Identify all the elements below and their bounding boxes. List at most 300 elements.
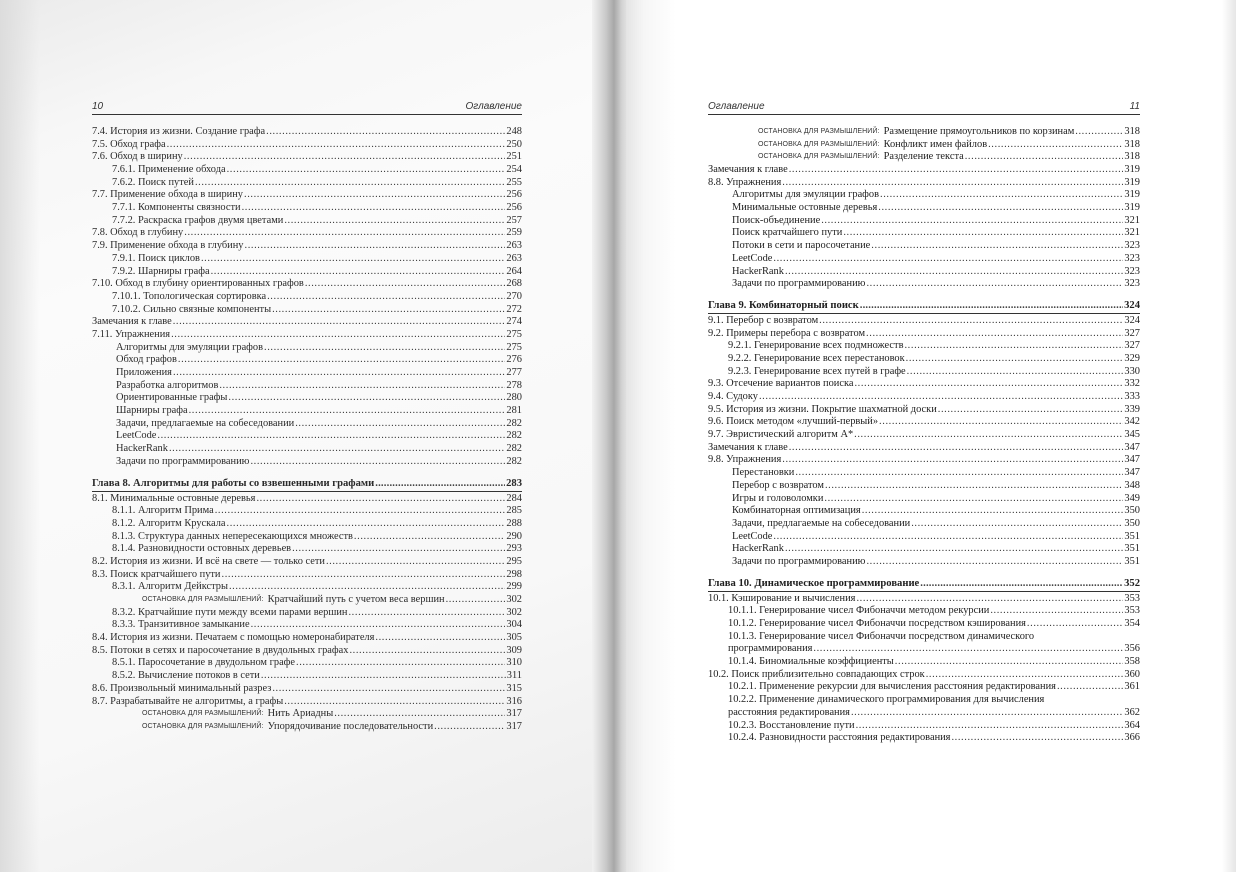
toc-entry	[92, 708, 522, 721]
toc-entry-text: LeetCode	[732, 252, 773, 264]
toc-entry	[92, 505, 522, 518]
toc-entry-text: 7.5. Обход графа	[92, 138, 166, 150]
toc-leader-dots	[795, 467, 1123, 480]
toc-entry-page: 281	[506, 405, 522, 417]
toc-entry-text: Перебор с возвратом	[732, 479, 824, 491]
toc-entry-text: 9.7. Эвристический алгоритм A*	[708, 429, 854, 441]
toc-entry-page: 323	[1124, 240, 1140, 252]
toc-leader-dots	[354, 531, 505, 544]
toc-leader-dots	[789, 164, 1124, 177]
table-of-contents	[92, 126, 522, 734]
toc-entry-page: 351	[1124, 530, 1140, 542]
toc-leader-dots	[1027, 618, 1123, 631]
page-shadow	[1222, 0, 1236, 872]
toc-entry-page: 285	[506, 505, 522, 517]
toc-entry-page: 323	[1124, 278, 1140, 290]
toc-entry-text: 8.1.3. Структура данных непересекающихся множеств	[112, 530, 353, 542]
toc-entry-text: Поиск-объединение	[732, 214, 821, 226]
toc-entry	[92, 202, 522, 215]
page-shadow	[0, 0, 40, 872]
toc-entry-text: расстояния редактирования	[728, 706, 850, 718]
toc-entry-page: 366	[1124, 732, 1140, 744]
toc-entry-page: 304	[506, 619, 522, 631]
toc-entry-text: 7.7. Применение обхода в ширину	[92, 189, 243, 201]
toc-entry	[708, 732, 1140, 745]
toc-entry-text: 10.1.1. Генерирование чисел Фибоначчи методом рекурсии	[728, 605, 990, 617]
toc-entry	[92, 139, 522, 152]
toc-leader-dots	[284, 696, 505, 709]
toc-entry-page: 288	[506, 517, 522, 529]
toc-chapter-entry	[708, 578, 1140, 592]
toc-entry-text: Нить Ариадны	[267, 708, 334, 720]
toc-leader-dots	[825, 480, 1123, 493]
toc-entry	[708, 266, 1140, 279]
toc-entry-page: 275	[506, 328, 522, 340]
toc-entry-text: Обход графов	[116, 354, 177, 366]
toc-entry-text: 7.8. Обход в глубину	[92, 227, 184, 239]
toc-leader-dots	[1057, 681, 1123, 694]
toc-leader-dots	[173, 367, 505, 380]
toc-entry-page: 298	[506, 568, 522, 580]
toc-entry-page: 282	[506, 455, 522, 467]
toc-entry-text: Задачи, предлагаемые на собеседовании	[732, 517, 911, 529]
toc-entry	[708, 340, 1140, 353]
toc-entry-text: 8.8. Упражнения	[708, 176, 782, 188]
toc-leader-dots	[821, 215, 1123, 228]
toc-chapter-entry	[92, 478, 522, 492]
toc-entry	[92, 443, 522, 456]
toc-leader-dots	[843, 227, 1123, 240]
toc-entry	[92, 632, 522, 645]
toc-entry-page: 264	[506, 265, 522, 277]
toc-leader-dots	[219, 380, 505, 393]
toc-entry	[92, 418, 522, 431]
toc-entry-page: 283	[506, 477, 522, 489]
toc-entry-page: 282	[506, 417, 522, 429]
toc-entry-page: 310	[506, 657, 522, 669]
toc-leader-dots	[267, 291, 505, 304]
right-page	[626, 0, 1236, 872]
toc-leader-dots	[251, 619, 506, 632]
toc-entry	[92, 696, 522, 709]
toc-entry-page: 316	[506, 695, 522, 707]
toc-entry	[92, 126, 522, 139]
toc-leader-dots	[272, 683, 505, 696]
toc-leader-dots	[184, 151, 506, 164]
toc-entry-text: 9.6. Поиск методом «лучший-первый»	[708, 416, 879, 428]
toc-leader-dots	[250, 456, 505, 469]
toc-entry-text: 7.9. Применение обхода в глубину	[92, 240, 244, 252]
toc-entry-page: 315	[506, 682, 522, 694]
toc-entry-page: 321	[1124, 227, 1140, 239]
toc-entry	[92, 266, 522, 279]
toc-entry-text: 8.3.2. Кратчайшие пути между всеми парами вершин	[112, 606, 348, 618]
toc-entry-text: Замечания к главе	[708, 441, 788, 453]
toc-leader-dots	[773, 531, 1123, 544]
toc-entry-page: 299	[506, 581, 522, 593]
table-of-contents	[708, 126, 1140, 745]
toc-entry	[708, 429, 1140, 442]
toc-entry-page: 263	[506, 252, 522, 264]
toc-entry-text: 10.2. Поиск приблизительно совпадающих строк	[708, 668, 925, 680]
toc-entry-page: 350	[1124, 517, 1140, 529]
toc-entry-text: Приложения	[116, 367, 172, 379]
toc-leader-dots	[446, 594, 506, 607]
toc-leader-dots	[305, 278, 506, 291]
toc-entry-text: 7.6.2. Поиск путей	[112, 176, 194, 188]
toc-entry	[708, 353, 1140, 366]
toc-entry-text: 7.7.2. Раскраска графов двумя цветами	[112, 214, 284, 226]
toc-entry-page: 356	[1124, 643, 1140, 655]
toc-entry-page: 256	[506, 189, 522, 201]
toc-entry	[708, 391, 1140, 404]
toc-entry-text: 9.2. Примеры перебора с возвратом	[708, 327, 866, 339]
toc-leader-dots	[215, 505, 506, 518]
toc-leader-dots	[228, 392, 505, 405]
toc-entry	[708, 493, 1140, 506]
toc-leader-dots	[965, 151, 1124, 164]
toc-entry	[92, 456, 522, 469]
toc-entry-text: 9.2.2. Генерирование всех перестановок	[728, 352, 905, 364]
toc-entry-page: 263	[506, 240, 522, 252]
toc-leader-dots	[866, 556, 1123, 569]
toc-leader-dots	[990, 605, 1123, 618]
toc-entry-text: 9.4. Судоку	[708, 391, 758, 403]
toc-leader-dots	[326, 556, 505, 569]
toc-entry-page: 278	[506, 379, 522, 391]
toc-entry-page: 351	[1124, 543, 1140, 555]
toc-entry-prefix: ОСТАНОВКА ДЛЯ РАЗМЫШЛЕНИЙ:	[142, 710, 264, 718]
toc-entry-text: HackerRank	[732, 543, 784, 555]
toc-entry-text: 7.6. Обход в ширину	[92, 151, 183, 163]
toc-entry-text: Минимальные остовные деревья	[732, 202, 878, 214]
toc-entry	[92, 493, 522, 506]
page-number: 11	[1129, 101, 1140, 112]
toc-entry-text: 8.5.2. Вычисление потоков в сети	[112, 670, 260, 682]
toc-entry-page: 272	[506, 303, 522, 315]
toc-entry	[708, 505, 1140, 518]
toc-entry-text: Комбинаторная оптимизация	[732, 505, 861, 517]
toc-leader-dots	[211, 266, 506, 279]
toc-entry-text: HackerRank	[732, 265, 784, 277]
toc-entry-page: 349	[1124, 492, 1140, 504]
toc-entry	[708, 618, 1140, 631]
toc-entry	[92, 278, 522, 291]
toc-leader-dots	[904, 340, 1123, 353]
toc-leader-dots	[242, 202, 506, 215]
toc-entry-text: 9.2.1. Генерирование всех подмножеств	[728, 340, 904, 352]
toc-entry	[92, 531, 522, 544]
toc-entry-page: 305	[506, 632, 522, 644]
toc-entry	[92, 189, 522, 202]
toc-leader-dots	[926, 669, 1124, 682]
toc-leader-dots	[906, 353, 1124, 366]
toc-entry-text: 10.2.1. Применение рекурсии для вычисления расстояния редактирования	[728, 681, 1056, 693]
toc-entry-text: Кратчайший путь с учетом веса вершин	[267, 594, 445, 606]
toc-entry	[708, 518, 1140, 531]
toc-entry-text: 8.1.1. Алгоритм Прима	[112, 505, 214, 517]
toc-entry-text: HackerRank	[116, 443, 168, 455]
toc-entry	[92, 645, 522, 658]
toc-entry	[708, 404, 1140, 417]
toc-entry	[92, 304, 522, 317]
toc-entry-page: 318	[1124, 125, 1140, 137]
toc-entry-page: 360	[1124, 668, 1140, 680]
toc-entry	[92, 431, 522, 444]
toc-entry	[708, 682, 1140, 695]
toc-entry	[708, 164, 1140, 177]
toc-entry-page: 256	[506, 202, 522, 214]
toc-leader-dots	[261, 670, 506, 683]
toc-entry-text: 9.5. История из жизни. Покрытие шахматной доски	[708, 403, 937, 415]
toc-entry-prefix: ОСТАНОВКА ДЛЯ РАЗМЫШЛЕНИЙ:	[142, 722, 264, 730]
toc-entry-text: Глава 10. Динамическое программирование	[708, 577, 920, 589]
toc-leader-dots	[349, 645, 505, 658]
toc-leader-dots	[789, 442, 1124, 455]
toc-entry	[708, 593, 1140, 606]
toc-entry-text: LeetCode	[732, 530, 773, 542]
toc-entry	[708, 215, 1140, 228]
toc-entry	[92, 380, 522, 393]
toc-leader-dots	[920, 578, 1123, 591]
toc-entry-text: 8.5.1. Паросочетание в двудольном графе	[112, 657, 296, 669]
toc-entry-text: 7.6.1. Применение обхода	[112, 164, 226, 176]
toc-entry	[708, 531, 1140, 544]
toc-leader-dots	[856, 720, 1124, 733]
toc-leader-dots	[860, 300, 1123, 313]
toc-entry	[92, 354, 522, 367]
toc-leader-dots	[227, 164, 506, 177]
toc-entry-page: 354	[1124, 618, 1140, 630]
toc-entry	[708, 315, 1140, 328]
toc-entry-page: 311	[506, 670, 522, 682]
toc-entry-text: Глава 9. Комбинаторный поиск	[708, 300, 859, 312]
toc-leader-dots	[988, 139, 1123, 152]
toc-entry-text: 8.3. Поиск кратчайшего пути	[92, 568, 221, 580]
toc-entry-page: 361	[1124, 681, 1140, 693]
toc-entry	[92, 329, 522, 342]
toc-entry-page: 347	[1124, 454, 1140, 466]
toc-entry-page: 352	[1124, 577, 1140, 589]
toc-entry-page: 268	[506, 278, 522, 290]
toc-leader-dots	[201, 253, 505, 266]
running-title: Оглавление	[465, 101, 522, 112]
toc-entry	[708, 126, 1140, 139]
toc-entry	[708, 543, 1140, 556]
toc-entry	[708, 189, 1140, 202]
toc-entry	[708, 467, 1140, 480]
toc-entry	[92, 581, 522, 594]
toc-entry-text: 7.11. Упражнения	[92, 328, 171, 340]
toc-entry-text: Алгоритмы для эмуляции графов	[732, 189, 880, 201]
toc-leader-dots	[284, 215, 505, 228]
toc-entry	[708, 253, 1140, 266]
toc-entry-page: 347	[1124, 467, 1140, 479]
toc-entry	[708, 480, 1140, 493]
toc-leader-dots	[264, 342, 505, 355]
toc-chapter-entry	[708, 300, 1140, 314]
toc-entry	[708, 669, 1140, 682]
toc-entry-page: 324	[1124, 314, 1140, 326]
left-page	[0, 0, 604, 872]
toc-entry-text: Поиск кратчайшего пути	[732, 227, 843, 239]
toc-entry	[92, 342, 522, 355]
toc-entry-text: Задачи по программированию	[732, 555, 866, 567]
toc-entry-text: 8.6. Произвольный минимальный разрез	[92, 682, 272, 694]
toc-entry-page: 254	[506, 164, 522, 176]
toc-entry-page: 364	[1124, 719, 1140, 731]
toc-leader-dots	[222, 569, 506, 582]
toc-entry-text: 10.2.4. Разновидности расстояния редактирования	[728, 732, 951, 744]
toc-entry-text: 7.10.1. Топологическая сортировка	[112, 290, 267, 302]
toc-leader-dots	[907, 366, 1124, 379]
toc-leader-dots	[256, 493, 505, 506]
toc-entry-text: Задачи по программированию	[116, 455, 250, 467]
toc-entry-page: 274	[506, 316, 522, 328]
toc-entry-text: Потоки в сети и паросочетание	[732, 240, 871, 252]
toc-entry-text: 7.9.1. Поиск циклов	[112, 252, 200, 264]
toc-entry-page: 318	[1124, 138, 1140, 150]
toc-entry-text: 8.2. История из жизни. И всё на свете — только сети	[92, 555, 325, 567]
toc-entry-text: Задачи по программированию	[732, 278, 866, 290]
toc-entry	[708, 378, 1140, 391]
toc-entry-page: 295	[506, 555, 522, 567]
toc-entry-page: 259	[506, 227, 522, 239]
toc-entry	[92, 164, 522, 177]
toc-entry-page: 362	[1124, 706, 1140, 718]
toc-entry	[92, 670, 522, 683]
toc-entry	[708, 278, 1140, 291]
toc-leader-dots	[171, 329, 505, 342]
toc-entry	[708, 605, 1140, 618]
toc-entry-page: 323	[1124, 265, 1140, 277]
toc-leader-dots	[819, 315, 1123, 328]
toc-entry-text: Ориентированные графы	[116, 392, 228, 404]
toc-leader-dots	[167, 139, 506, 152]
toc-leader-dots	[295, 418, 505, 431]
toc-entry-text: 8.7. Разрабатывайте не алгоритмы, а графы	[92, 695, 284, 707]
toc-entry-page: 302	[506, 606, 522, 618]
toc-entry-text: 10.1. Кэширование и вычисления	[708, 592, 856, 604]
toc-entry-page: 330	[1124, 365, 1140, 377]
toc-leader-dots	[880, 189, 1123, 202]
toc-entry-page: 358	[1124, 656, 1140, 668]
toc-entry-text: 8.1.2. Алгоритм Крускала	[112, 517, 226, 529]
toc-entry-page: 324	[1124, 300, 1140, 312]
toc-entry	[92, 607, 522, 620]
toc-entry-page: 327	[1124, 340, 1140, 352]
toc-entry-text: Размещение прямоугольников по корзинам	[883, 125, 1075, 137]
toc-leader-dots	[169, 443, 505, 456]
toc-entry-page: 339	[1124, 403, 1140, 415]
toc-entry-prefix: ОСТАНОВКА ДЛЯ РАЗМЫШЛЕНИЙ:	[758, 140, 880, 148]
toc-entry	[92, 721, 522, 734]
toc-entry-text: Глава 8. Алгоритмы для работы со взвешенными графами	[92, 477, 375, 489]
toc-entry-prefix: ОСТАНОВКА ДЛЯ РАЗМЫШЛЕНИЙ:	[758, 127, 880, 135]
toc-entry-text: 10.2.2. Применение динамического программирования для вычисления	[728, 694, 1045, 706]
toc-entry-page: 255	[506, 176, 522, 188]
toc-entry-page: 319	[1124, 176, 1140, 188]
toc-entry-page: 348	[1124, 479, 1140, 491]
toc-entry-text: Замечания к главе	[708, 164, 788, 176]
toc-entry-page: 284	[506, 492, 522, 504]
toc-leader-dots	[871, 240, 1123, 253]
toc-leader-dots	[195, 177, 505, 190]
page-header	[92, 101, 522, 115]
toc-entry-page: 257	[506, 214, 522, 226]
toc-entry	[708, 416, 1140, 429]
toc-entry-text: 10.2.3. Восстановление пути	[728, 719, 855, 731]
toc-entry-page: 248	[506, 125, 522, 137]
toc-entry-page: 280	[506, 392, 522, 404]
toc-entry-text: 9.2.3. Генерирование всех путей в графе	[728, 365, 906, 377]
toc-entry	[92, 405, 522, 418]
toc-entry	[92, 658, 522, 671]
toc-entry-text: Алгоритмы для эмуляции графов	[116, 341, 264, 353]
toc-entry	[92, 177, 522, 190]
toc-entry-text: Упорядочивание последовательности	[267, 720, 434, 732]
toc-entry-text: Конфликт имен файлов	[883, 138, 988, 150]
toc-entry-text: 9.3. Отсечение вариантов поиска	[708, 378, 854, 390]
toc-entry-page: 251	[506, 151, 522, 163]
toc-entry	[708, 202, 1140, 215]
toc-leader-dots	[348, 607, 505, 620]
toc-entry	[92, 367, 522, 380]
toc-leader-dots	[951, 732, 1123, 745]
toc-entry-text: программирования	[728, 643, 813, 655]
toc-entry-text: 7.10.2. Сильно связные компоненты	[112, 303, 272, 315]
toc-entry-page: 342	[1124, 416, 1140, 428]
toc-entry-page: 353	[1124, 605, 1140, 617]
toc-leader-dots	[813, 643, 1123, 656]
toc-entry	[92, 392, 522, 405]
toc-entry-page: 275	[506, 341, 522, 353]
toc-entry-text: Шарниры графа	[116, 405, 188, 417]
toc-entry	[708, 720, 1140, 733]
toc-entry-text: 10.1.3. Генерирование чисел Фибоначчи посредством динамического	[728, 630, 1035, 642]
toc-leader-dots	[759, 391, 1123, 404]
toc-entry-text: 8.3.1. Алгоритм Дейкстры	[112, 581, 228, 593]
toc-entry-page: 302	[506, 594, 522, 606]
toc-entry-text: 8.3.3. Транзитивное замыкание	[112, 619, 250, 631]
toc-leader-dots	[229, 581, 505, 594]
toc-leader-dots	[178, 354, 506, 367]
toc-leader-dots	[227, 518, 506, 531]
toc-entry-page: 350	[1124, 505, 1140, 517]
toc-entry	[92, 151, 522, 164]
toc-entry-page: 319	[1124, 202, 1140, 214]
toc-leader-dots	[375, 478, 505, 491]
toc-leader-dots	[854, 429, 1123, 442]
toc-leader-dots	[1075, 126, 1123, 139]
toc-entry-text: 7.10. Обход в глубину ориентированных графов	[92, 278, 304, 290]
toc-leader-dots	[879, 416, 1123, 429]
toc-leader-dots	[856, 593, 1123, 606]
toc-entry-page: 353	[1124, 592, 1140, 604]
toc-entry	[92, 543, 522, 556]
toc-entry-page: 321	[1124, 214, 1140, 226]
toc-entry-text: 9.1. Перебор с возвратом	[708, 314, 819, 326]
toc-entry	[92, 316, 522, 329]
toc-entry-text: 8.5. Потоки в сетях и паросочетание в двудольных графах	[92, 644, 349, 656]
toc-entry-page: 319	[1124, 164, 1140, 176]
toc-entry	[708, 228, 1140, 241]
toc-leader-dots	[785, 266, 1123, 279]
toc-leader-dots	[434, 721, 505, 734]
toc-entry	[708, 442, 1140, 455]
toc-entry	[708, 328, 1140, 341]
toc-entry-text: LeetCode	[116, 430, 157, 442]
